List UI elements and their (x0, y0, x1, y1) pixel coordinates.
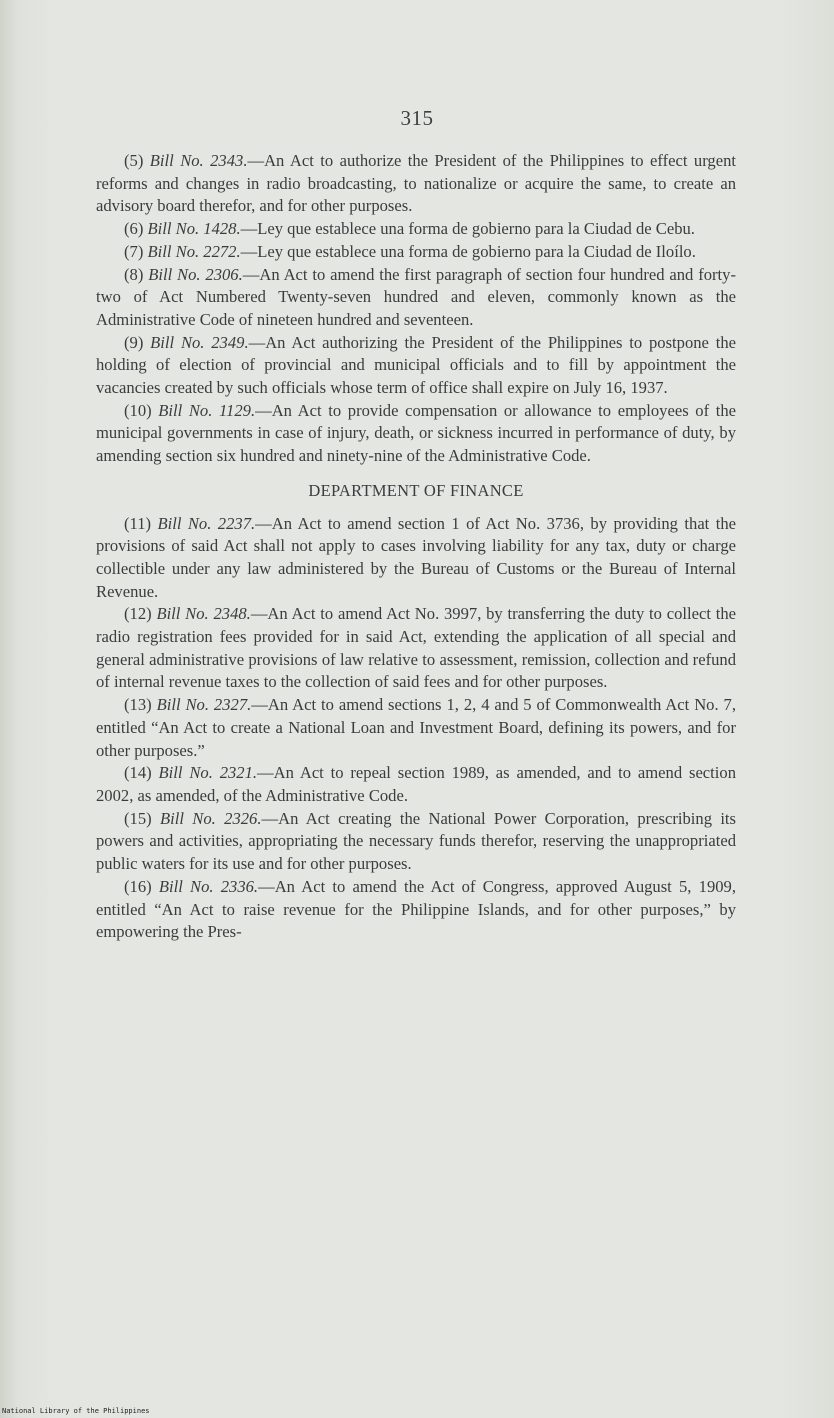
bill-number: Bill No. 2272. (147, 241, 241, 261)
bill-number: Bill No. 2321. (158, 763, 258, 783)
item-number: (12) (124, 604, 152, 624)
bill-description: —An Act to repeal section 1989, as amended, and to amend section 2002, as amended, of the Administrative Code. (96, 763, 736, 805)
bill-description: —Ley que establece una forma de gobierno para la Ciudad de Cebu. (240, 219, 695, 239)
section-heading-finance: DEPARTMENT OF FINANCE (308, 480, 524, 500)
bill-paragraph-9 (96, 332, 736, 400)
item-number: (8) (124, 264, 144, 284)
item-number: (11) (124, 513, 152, 533)
item-number: (13) (124, 695, 152, 715)
bill-paragraph-11 (96, 513, 736, 604)
bill-paragraph-5 (96, 150, 736, 218)
item-number: (7) (124, 241, 144, 261)
item-number: (5) (124, 151, 144, 170)
bill-description: —An Act to authorize the President of the Philippines to effect urgent reforms and changes in radio broadcasting, to nationalize or acquire the same, to create an advisory board therefor, and for other purposes. (96, 151, 736, 216)
bill-number: Bill No. 2327. (156, 695, 252, 715)
bill-paragraph-12 (96, 603, 736, 694)
bill-paragraph-8 (96, 264, 736, 332)
item-number: (9) (124, 332, 144, 352)
bill-number: Bill No. 2326. (160, 808, 262, 828)
bill-description: —An Act to amend section 1 of Act No. 3736, by providing that the provisions of said Act shall not apply to cases involving liability for any tax, duty or charge collectible under any law administered by the Bureau of Customs or the Bureau of Internal Revenue. (96, 513, 736, 601)
bill-paragraph-14 (96, 762, 736, 807)
bill-number: Bill No. 2306. (148, 264, 243, 284)
item-number: (6) (124, 219, 144, 239)
page-number: 315 (400, 106, 434, 130)
bill-paragraph-10 (96, 400, 736, 468)
bill-description: —Ley que establece una forma de gobierno para la Ciudad de Iloílo. (240, 241, 696, 261)
bill-description: —An Act to amend sections 1, 2, 4 and 5 of Commonwealth Act No. 7, entitled “An Act to create a National Loan and Investment Board, defining its powers, and for other purposes.” (96, 695, 736, 760)
bill-number: Bill No. 2349. (150, 332, 249, 352)
item-number: (15) (124, 808, 152, 828)
text-body (96, 150, 736, 944)
item-number: (16) (124, 876, 152, 896)
bill-number: Bill No. 2237. (157, 513, 256, 533)
bill-paragraph-6 (96, 218, 736, 241)
bill-paragraph-13 (96, 694, 736, 762)
bill-number: Bill No. 1129. (158, 400, 256, 420)
bill-description: —An Act to amend Act No. 3997, by transferring the duty to collect the radio registration fees provided for in said Act, extending the application of all special and general administrative provisions of law relative to assessment, remission, collection and refund of internal revenue taxes to the collection of said fees and for other purposes. (96, 604, 736, 692)
bill-number: Bill No. 2348. (156, 604, 251, 624)
item-number: (10) (124, 400, 152, 420)
bill-description: —An Act to provide compensation or allowance to employees of the municipal governments in case of injury, death, or sickness incurred in performance of duty, by amending section six hundred and ninety-nine of the Administrative Code. (96, 400, 736, 466)
bill-paragraph-7 (96, 241, 736, 264)
bill-number: Bill No. 2336. (158, 876, 259, 896)
item-number: (14) (124, 763, 152, 783)
bill-description: —An Act authorizing the President of the Philippines to postpone the holding of election of provincial and municipal officials and to fill by appointment the vacancies created by such officials whose term of office shall expire on July 16, 1937. (96, 332, 736, 398)
bill-paragraph-15 (96, 808, 736, 876)
bill-description: —An Act to amend the first paragraph of section four hundred and forty-two of Act Numbered Twenty-seven hundred and eleven, commonly known as the Administrative Code of nineteen hundred and seventeen. (96, 264, 736, 329)
bill-number: Bill No. 1428. (147, 219, 241, 239)
bill-description: —An Act to amend the Act of Congress, approved August 5, 1909, entitled “An Act to raise revenue for the Philippine Islands, and for other purposes,” by empowering the Pres- (96, 876, 736, 942)
footer-credit: National Library of the Philippines (2, 1407, 150, 1415)
bill-number: Bill No. 2343. (149, 151, 248, 170)
bill-description: —An Act creating the National Power Corporation, prescribing its powers and activities, appropriating the necessary funds therefor, reserving the unappropriated public waters for its use and for other purposes. (96, 808, 737, 874)
bill-paragraph-16 (96, 876, 736, 944)
